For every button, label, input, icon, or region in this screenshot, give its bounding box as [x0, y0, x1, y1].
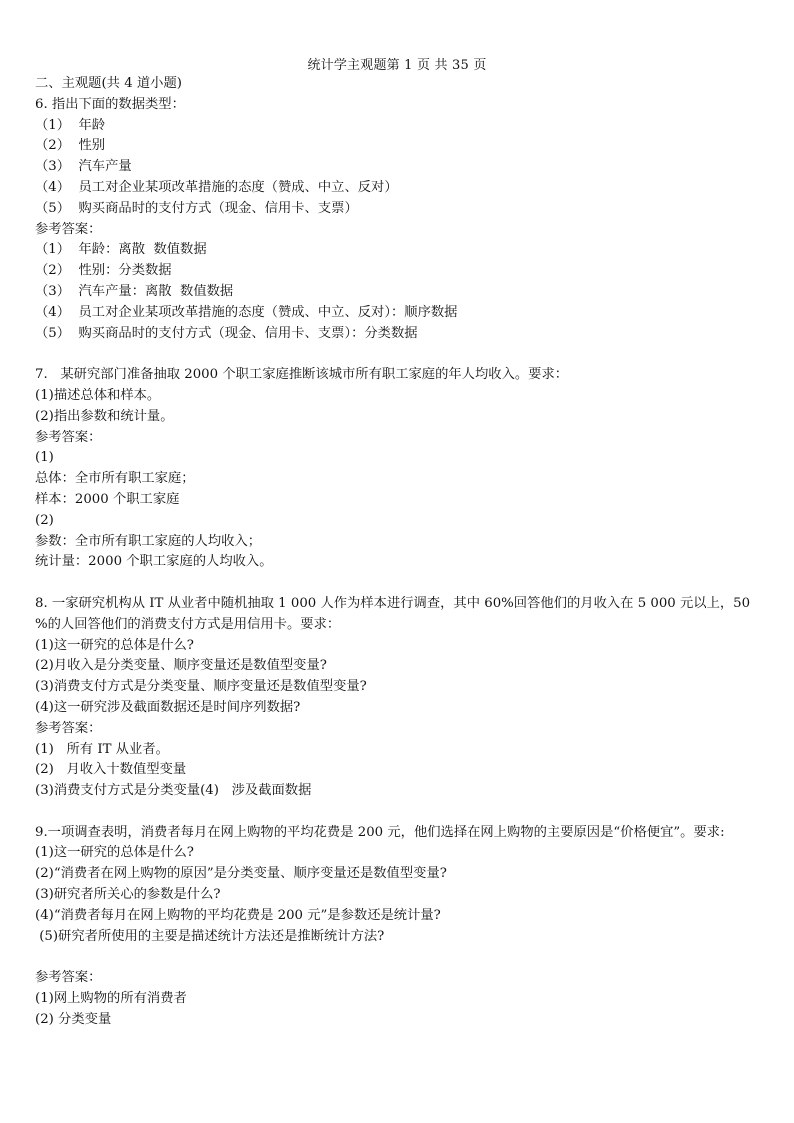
question-7-answer: (1) [35, 450, 54, 466]
question-8-item: (2)月收入是分类变量、顺序变量还是数值型变量? [35, 658, 327, 674]
question-6-item: （2） 性别 [35, 138, 106, 154]
document-body [35, 74, 759, 1031]
question-8-item: (4)这一研究涉及截面数据还是时间序列数据? [35, 699, 301, 715]
question-8-answer: (1) 所有 IT 从业者。 [35, 741, 169, 757]
question-7-answer-label: 参考答案： [35, 429, 102, 445]
question-6-answer: （4） 员工对企业某项改革措施的态度（赞成、中立、反对）：顺序数据 [35, 304, 458, 320]
question-7-answer: 样本：2000 个职工家庭 [35, 491, 180, 507]
question-9-item: (5)研究者所使用的主要是描述统计方法还是推断统计方法? [35, 928, 385, 944]
question-7-answer: 总体：全市所有职工家庭； [35, 471, 195, 487]
page-header: 统计学主观题第 1 页 共 35 页 [307, 58, 487, 73]
question-6-answer-label: 参考答案： [35, 221, 102, 237]
question-8-prompt: 8. 一家研究机构从 IT 从业者中随机抽取 1 000 人作为样本进行调查，其中 60%回答他们的月收入在 5 000 元以上，50 [35, 595, 751, 611]
spacer [35, 344, 759, 365]
question-8-item: (3)消费支付方式是分类变量、顺序变量还是数值型变量? [35, 679, 367, 695]
question-6-answer: （3） 汽车产量：离散 数值数据 [35, 283, 234, 299]
question-8-answer: (2) 月收入十数值型变量 [35, 762, 187, 778]
question-7-item: (2)指出参数和统计量。 [35, 408, 174, 424]
question-6-answer: （5） 购买商品时的支付方式（现金、信用卡、支票）：分类数据 [35, 325, 418, 341]
question-9-item: (3)研究者所关心的参数是什么? [35, 887, 221, 903]
question-9-prompt: 9.一项调查表明，消费者每月在网上购物的平均花费是 200 元，他们选择在网上购物的主要原因是“价格便宜”。要求: [35, 824, 725, 840]
question-6-item: （4） 员工对企业某项改革措施的态度（赞成、中立、反对） [35, 179, 398, 195]
spacer [35, 573, 759, 594]
section-title: 二、主观题(共 4 道小题) [35, 76, 182, 91]
question-7-item: (1)描述总体和样本。 [35, 387, 161, 403]
question-6-item: （5） 购买商品时的支付方式（现金、信用卡、支票） [35, 200, 358, 216]
question-7-answer: 统计量：2000 个职工家庭的人均收入。 [35, 554, 273, 570]
question-8-prompt-continued: %的人回答他们的消费支付方式是用信用卡。要求： [35, 616, 341, 632]
question-9-item: (1)这一研究的总体是什么? [35, 845, 194, 861]
question-7-answer: (2) [35, 512, 54, 528]
question-6-answer: （2） 性别：分类数据 [35, 263, 172, 279]
question-9-answer: (1)网上购物的所有消费者 [35, 991, 187, 1007]
question-6-answer: （1） 年龄：离散 数值数据 [35, 242, 207, 258]
question-9-answer: (2) 分类变量 [35, 1011, 112, 1027]
question-9-answer-label: 参考答案： [35, 970, 102, 986]
question-8-answer: (3)消费支付方式是分类变量(4) 涉及截面数据 [35, 783, 312, 799]
question-7-prompt: 7. 某研究部门准备抽取 2000 个职工家庭推断该城市所有职工家庭的年人均收入。要求： [35, 367, 569, 383]
spacer [35, 947, 759, 968]
question-6-item: （3） 汽车产量 [35, 159, 132, 175]
question-6-item: （1） 年龄 [35, 117, 106, 133]
question-8-item: (1)这一研究的总体是什么? [35, 637, 194, 653]
question-7-answer: 参数：全市所有职工家庭的人均收入； [35, 533, 262, 549]
spacer [35, 802, 759, 823]
question-8-answer-label: 参考答案： [35, 720, 102, 736]
question-9-item: (4)“消费者每月在网上购物的平均花费是 200 元”是参数还是统计量? [35, 907, 441, 923]
question-9-item: (2)“消费者在网上购物的原因”是分类变量、顺序变量还是数值型变量? [35, 866, 447, 882]
question-6-prompt: 6. 指出下面的数据类型： [35, 96, 185, 112]
